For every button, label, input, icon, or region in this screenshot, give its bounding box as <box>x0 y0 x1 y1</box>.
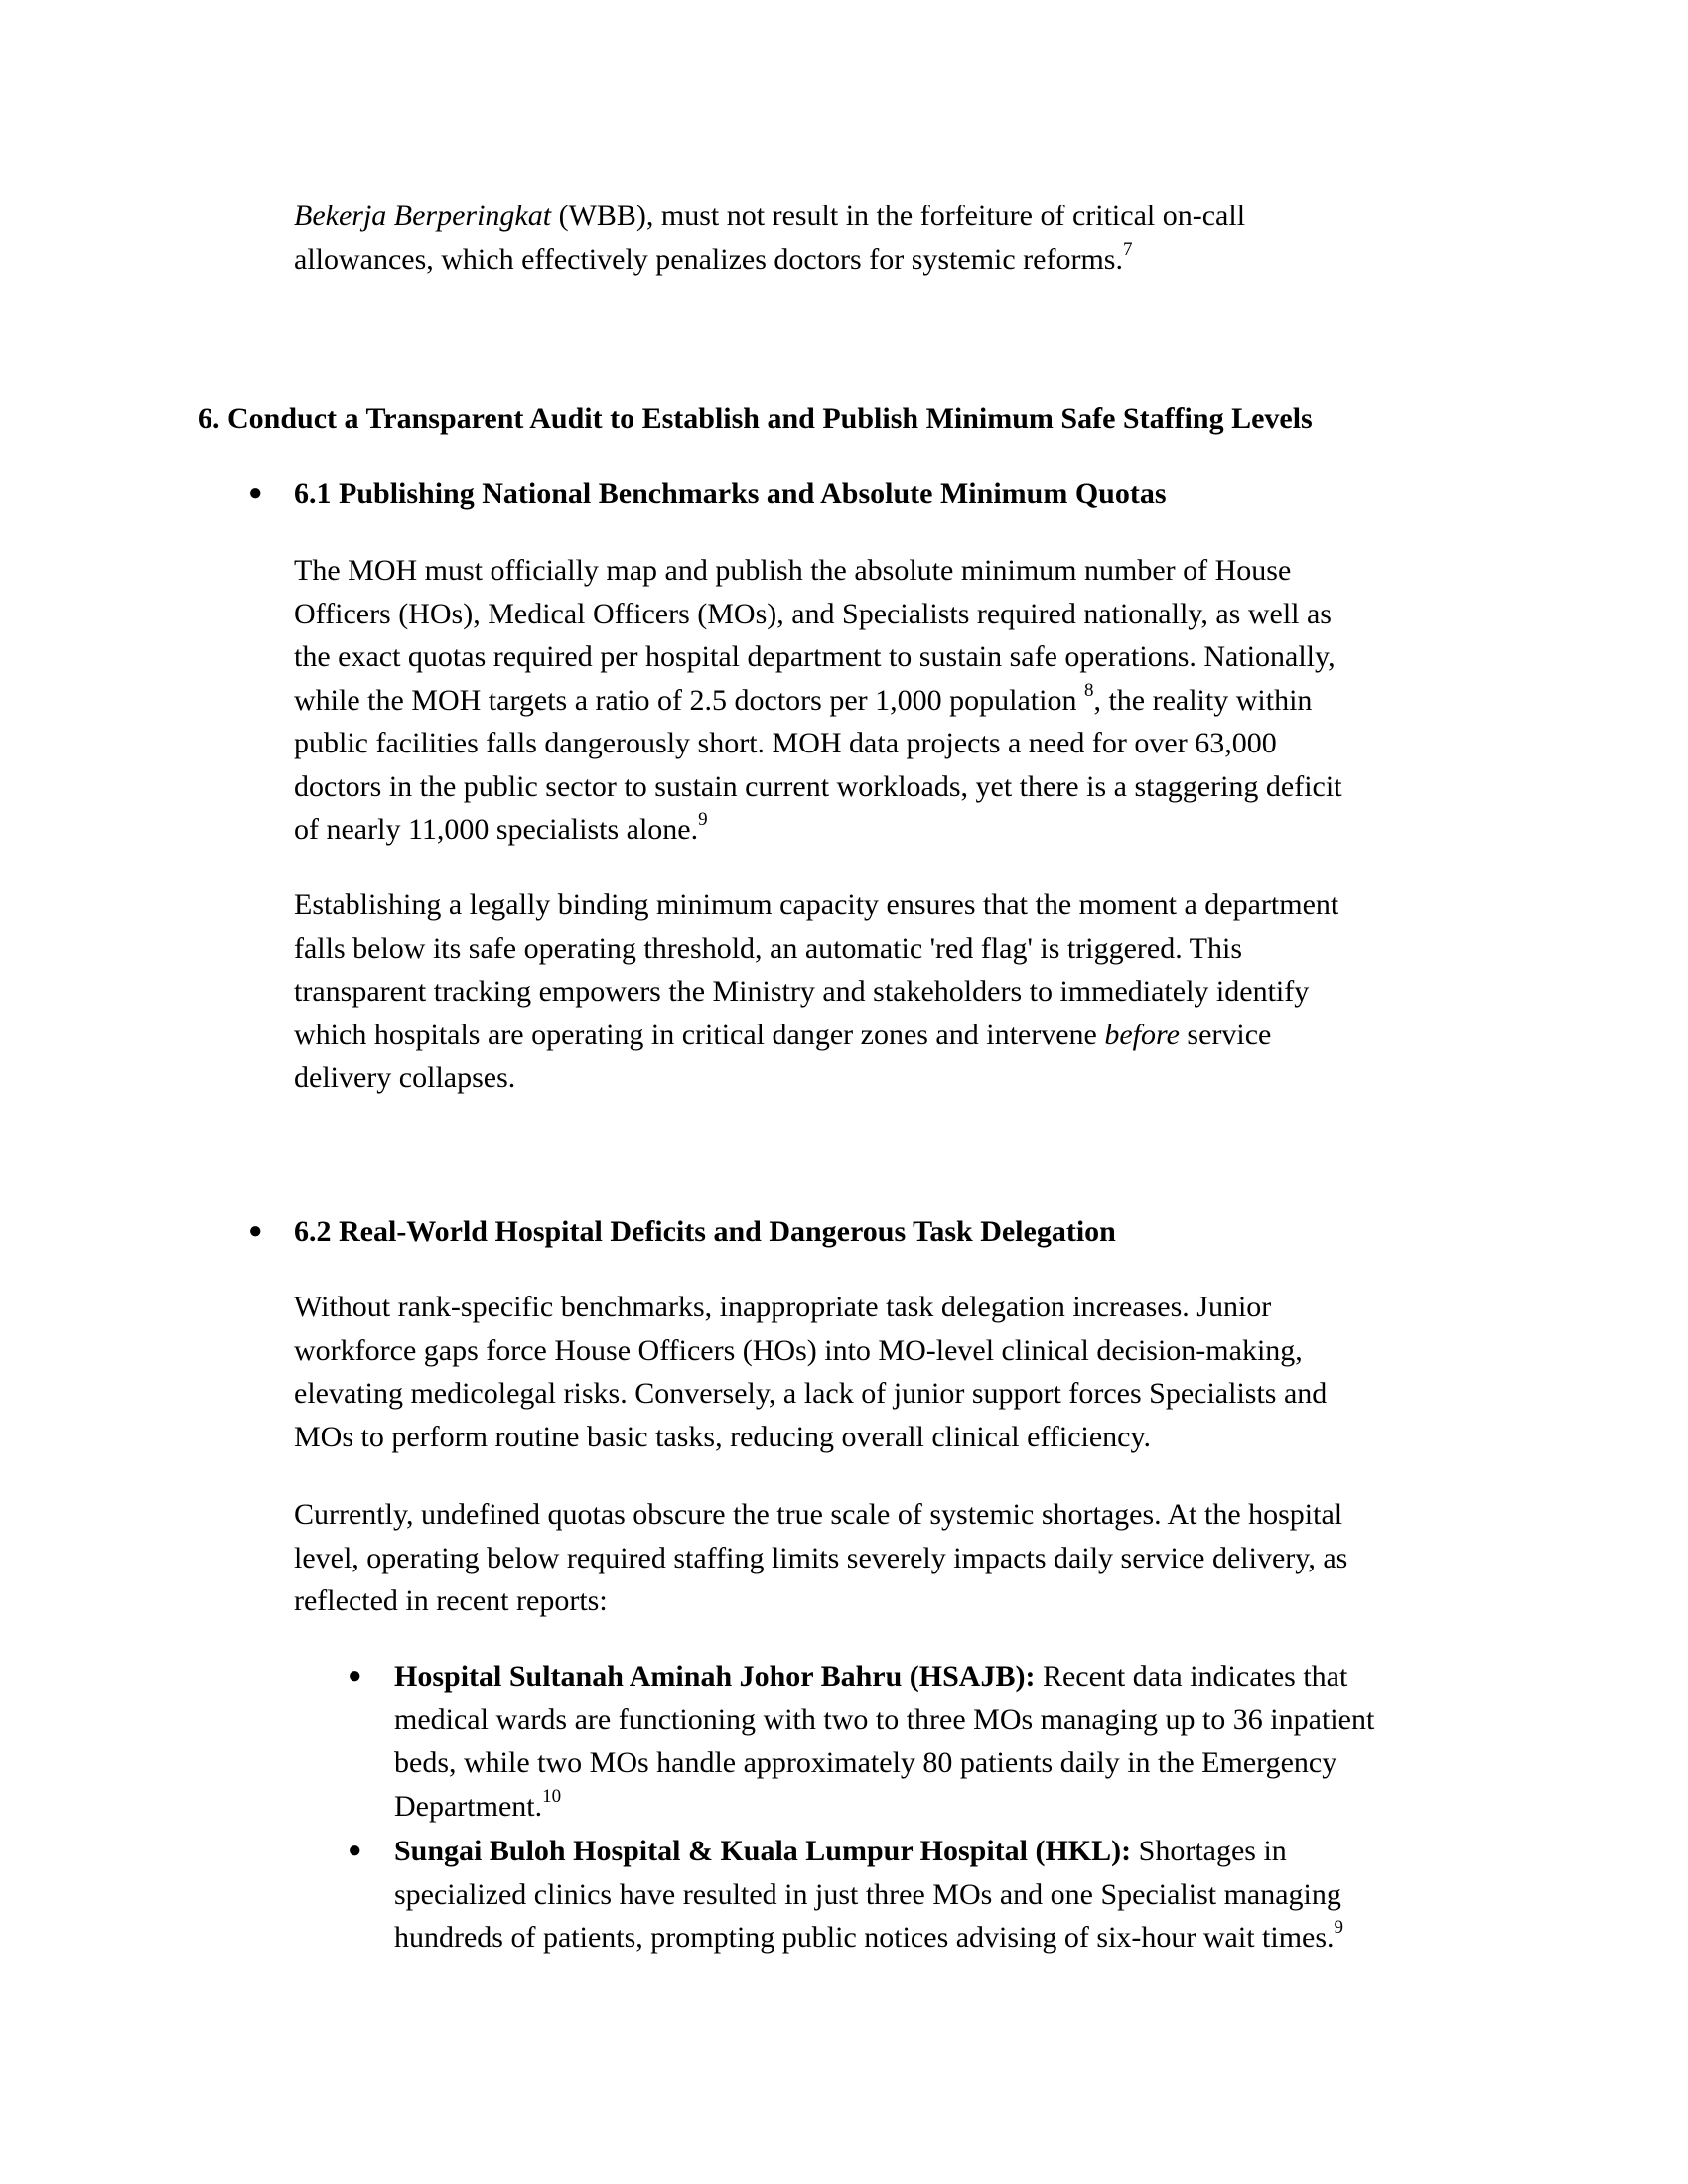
text-line <box>294 1286 1327 1329</box>
text-line <box>294 765 1342 809</box>
list-item-hkl <box>348 1830 1344 1960</box>
text-segment: service <box>1179 1018 1272 1051</box>
text-segment: Without rank-specific benchmarks, inappropriate task delegation increases. Junior <box>294 1291 1272 1323</box>
footnote-reference: 9 <box>698 809 708 830</box>
text-line <box>294 238 1245 282</box>
text-segment: The MOH must officially map and publish the absolute minimum number of House <box>294 554 1292 587</box>
footnote-reference: 7 <box>1122 238 1133 260</box>
text-line <box>294 1579 1347 1623</box>
list-item-hsajb <box>348 1655 1375 1828</box>
text-segment: MOs to perform routine basic tasks, reducing overall clinical efficiency. <box>294 1420 1152 1453</box>
text-line <box>394 1873 1343 1917</box>
text-segment: workforce gaps force House Officers (HOs) into MO-level clinical decision-making, <box>294 1333 1303 1367</box>
footnote-reference: 9 <box>1334 1917 1344 1938</box>
text-line <box>394 1830 1343 1873</box>
text-segment: elevating medicolegal risks. Conversely, a lack of junior support forces Specialists and <box>294 1377 1328 1410</box>
paragraph-6-2-b <box>294 1493 1347 1623</box>
text-line <box>294 1210 1116 1254</box>
text-segment: , the reality within <box>1093 683 1313 717</box>
text-line <box>294 195 1245 238</box>
text-segment: hundreds of patients, prompting public notices advising of six-hour wait times. <box>394 1921 1335 1954</box>
text-segment: of nearly 11,000 specialists alone. <box>294 813 699 846</box>
text-line <box>294 927 1338 971</box>
paragraph-6-1-b <box>294 884 1338 1100</box>
text-segment: specialized clinics have resulted in just three MOs and one Specialist managing <box>394 1877 1341 1911</box>
paragraph-wbb-continuation <box>294 195 1245 281</box>
text-segment: beds, while two MOs handle approximately 80 patients daily in the Emergency <box>394 1746 1337 1779</box>
text-line <box>294 1416 1327 1459</box>
text-line <box>294 1537 1347 1580</box>
subsection-6-2-heading <box>248 1210 1116 1254</box>
paragraph-6-1-a <box>294 549 1342 852</box>
text-line <box>294 722 1342 765</box>
text-line <box>394 1785 1374 1829</box>
text-segment: Shortages in <box>1131 1835 1287 1867</box>
text-segment: allowances, which effectively penalizes doctors for systemic reforms. <box>294 242 1123 276</box>
bullet-icon: ● <box>248 480 263 506</box>
text-segment: Sungai Buloh Hospital & Kuala Lumpur Hospital (HKL): <box>394 1835 1132 1867</box>
text-line <box>294 1329 1327 1373</box>
text-line <box>394 1699 1374 1742</box>
text-segment: Hospital Sultanah Aminah Johor Bahru (HSAJB): <box>394 1660 1036 1693</box>
bullet-icon: ● <box>348 1663 362 1689</box>
text-line <box>294 635 1342 679</box>
text-line <box>294 593 1342 636</box>
text-segment: the exact quotas required per hospital department to sustain safe operations. Nationally, <box>294 640 1336 673</box>
text-line <box>394 1741 1374 1785</box>
text-line <box>198 397 1313 441</box>
text-segment: level, operating below required staffing limits severely impacts daily service delivery, as <box>294 1541 1348 1574</box>
text-segment: medical wards are functioning with two to three MOs managing up to 36 inpatient <box>394 1703 1375 1736</box>
text-line <box>294 1372 1327 1416</box>
text-segment: 6. Conduct a Transparent Audit to Establish and Publish Minimum Safe Staffing Levels <box>198 402 1313 435</box>
subsection-6-1-heading <box>248 473 1167 516</box>
text-segment: (WBB), must not result in the forfeiture of critical on-call <box>551 200 1246 232</box>
footnote-reference: 10 <box>542 1785 562 1807</box>
section-6-heading <box>198 397 1313 441</box>
text-line <box>294 473 1167 516</box>
text-segment: falls below its safe operating threshold, an automatic 'red flag' is triggered. This <box>294 931 1242 965</box>
text-line <box>294 808 1342 852</box>
text-line <box>294 549 1342 593</box>
text-segment: Bekerja Berperingkat <box>294 200 552 232</box>
text-line <box>294 970 1338 1014</box>
text-segment: delivery collapses. <box>294 1061 516 1094</box>
text-segment: before <box>1104 1018 1180 1051</box>
text-line <box>294 1493 1347 1537</box>
text-segment: public facilities falls dangerously short. MOH data projects a need for over 63,000 <box>294 727 1277 759</box>
text-line <box>294 679 1342 723</box>
text-segment: while the MOH targets a ratio of 2.5 doctors per 1,000 population <box>294 683 1084 717</box>
text-segment: doctors in the public sector to sustain current workloads, yet there is a staggering deficit <box>294 769 1342 803</box>
text-segment: 6.2 Real-World Hospital Deficits and Dangerous Task Delegation <box>294 1215 1116 1248</box>
text-segment: Officers (HOs), Medical Officers (MOs), and Specialists required nationally, as well as <box>294 597 1332 630</box>
text-line <box>394 1655 1374 1699</box>
text-line <box>294 1056 1338 1100</box>
text-segment: Department. <box>394 1789 543 1823</box>
text-segment: Currently, undefined quotas obscure the true scale of systemic shortages. At the hospital <box>294 1498 1343 1531</box>
text-segment: reflected in recent reports: <box>294 1584 608 1617</box>
text-segment: Establishing a legally binding minimum capacity ensures that the moment a department <box>294 888 1339 921</box>
text-segment: Recent data indicates that <box>1035 1660 1348 1693</box>
text-line <box>294 1014 1338 1057</box>
bullet-icon: ● <box>248 1218 263 1244</box>
text-segment: 6.1 Publishing National Benchmarks and Absolute Minimum Quotas <box>294 478 1167 510</box>
paragraph-6-2-a <box>294 1286 1327 1458</box>
text-segment: which hospitals are operating in critical danger zones and intervene <box>294 1018 1105 1051</box>
text-line <box>394 1916 1343 1960</box>
bullet-icon: ● <box>348 1838 362 1863</box>
text-segment: transparent tracking empowers the Ministry and stakeholders to immediately identify <box>294 975 1310 1008</box>
text-line <box>294 884 1338 927</box>
footnote-reference: 8 <box>1083 679 1094 701</box>
